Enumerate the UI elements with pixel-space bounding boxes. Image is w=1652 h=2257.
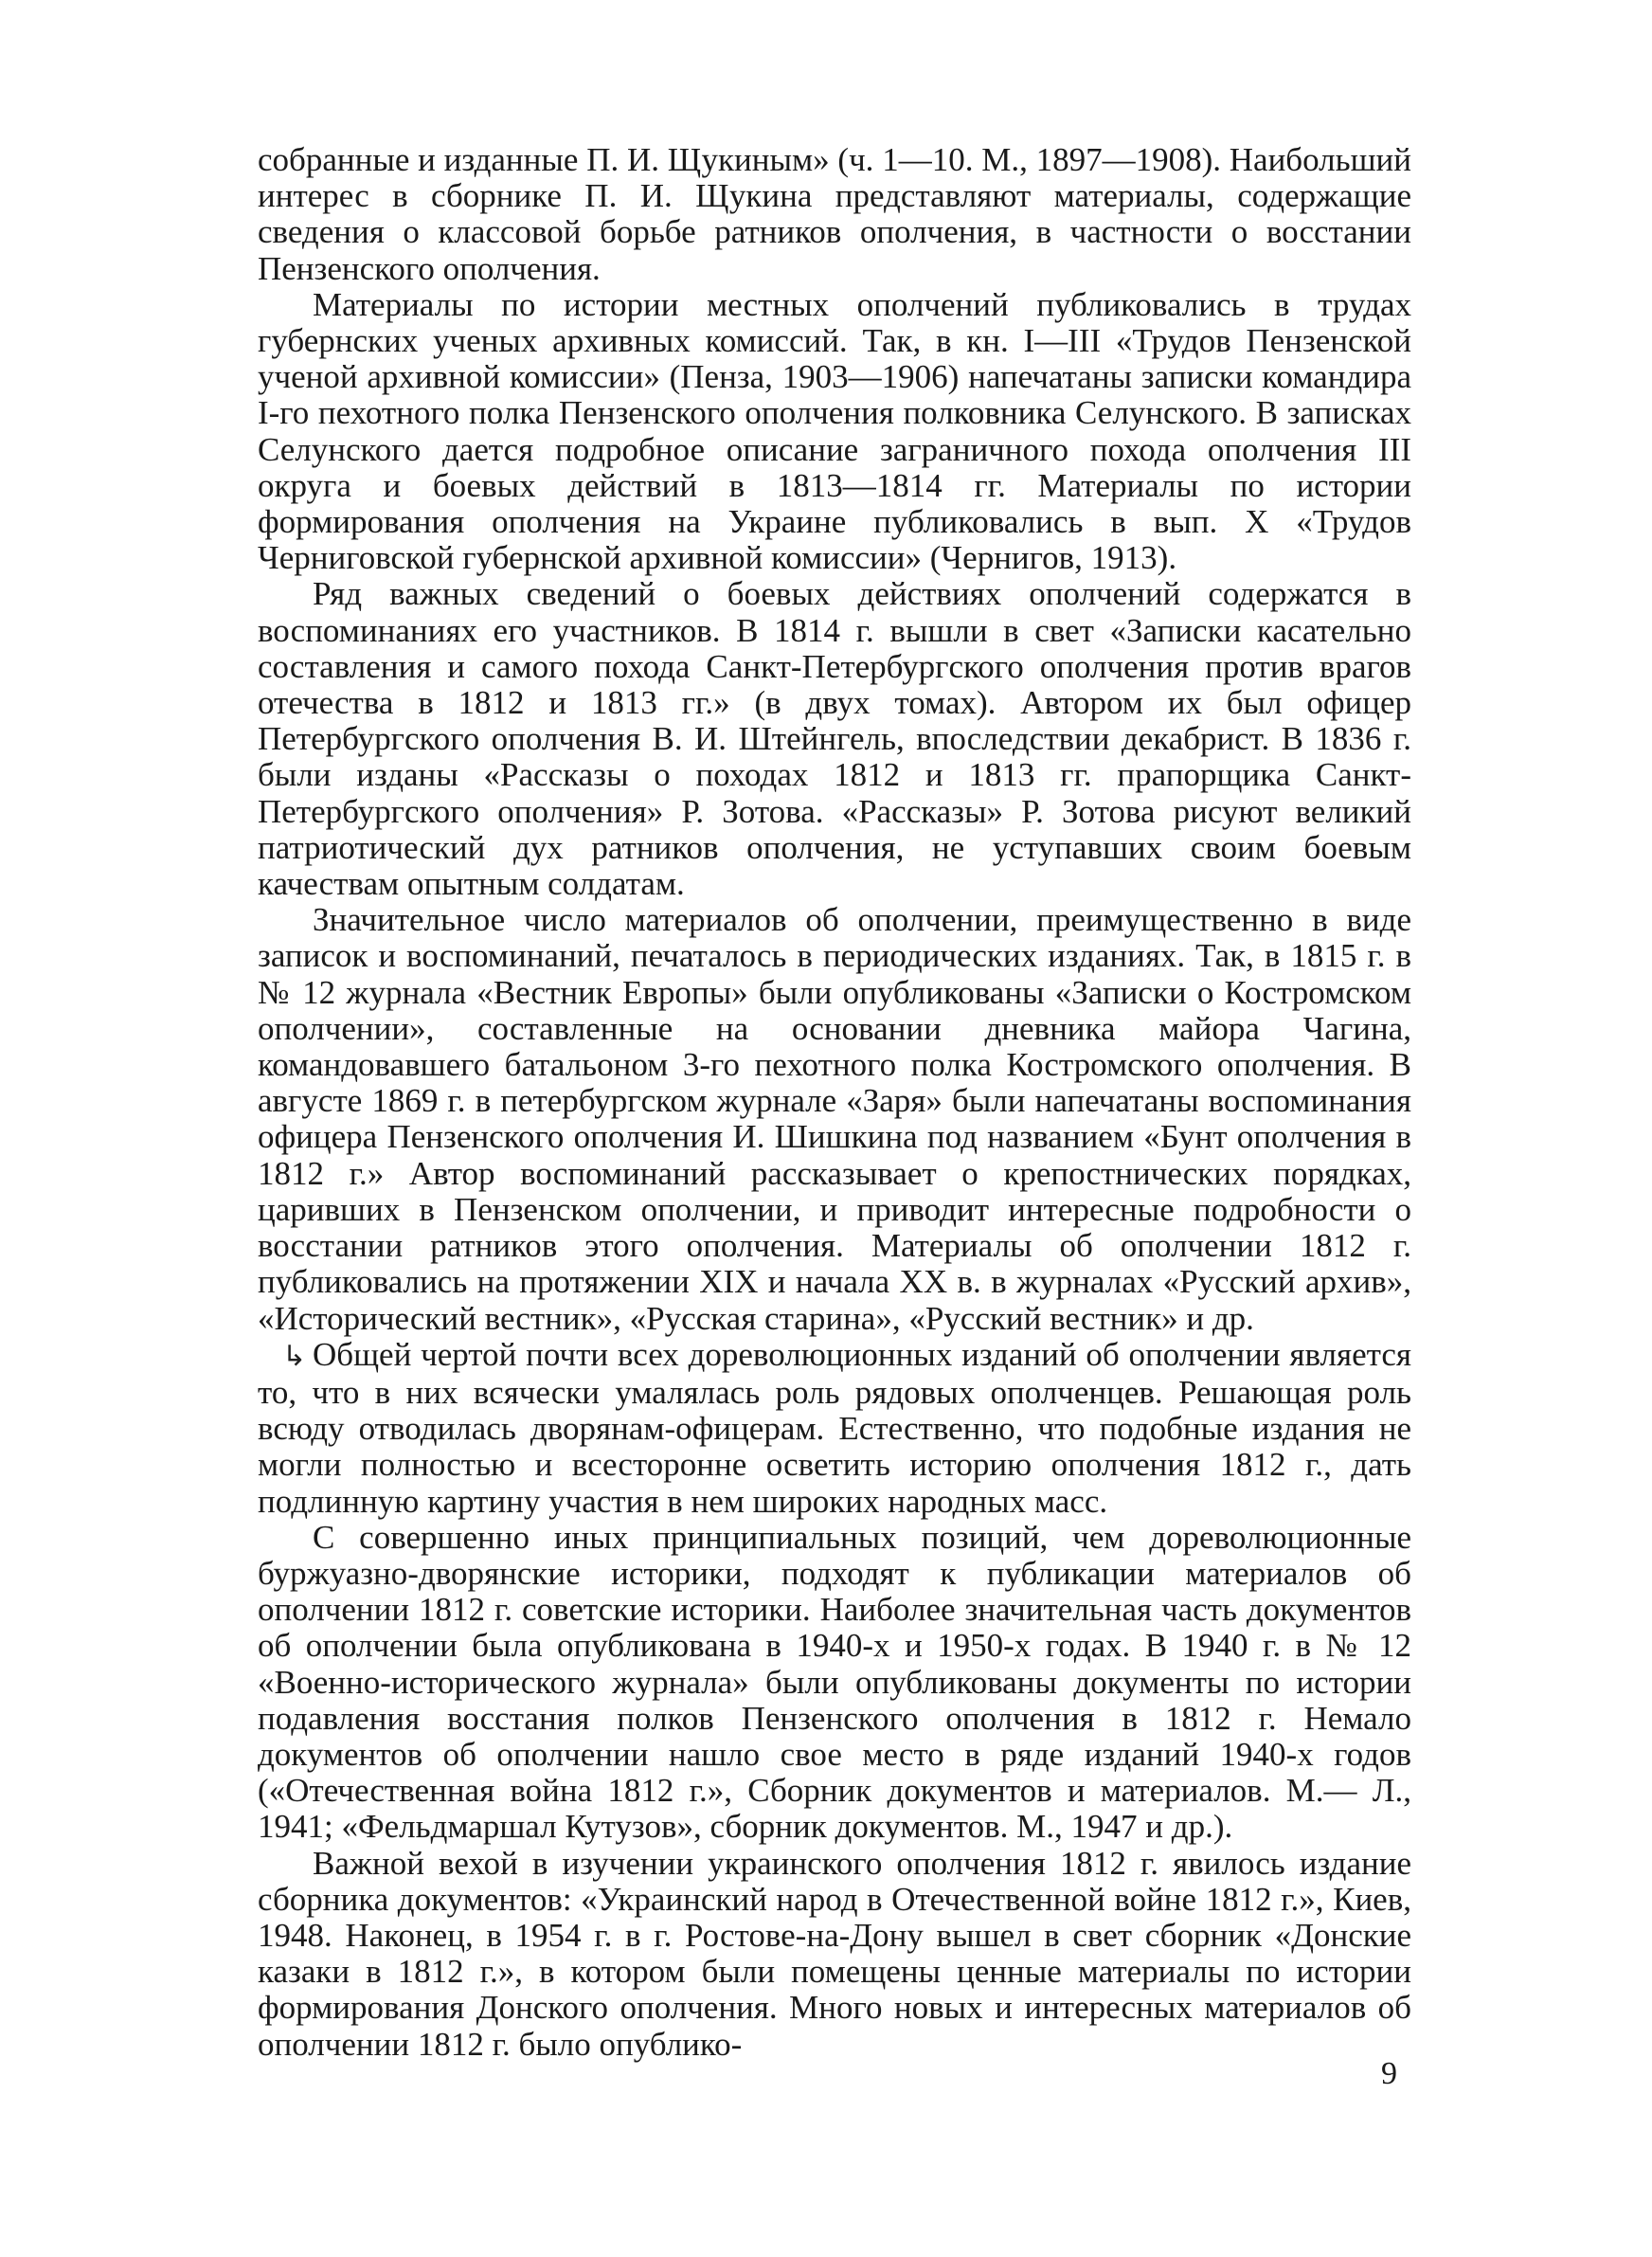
- paragraph-6: С совершенно иных принципиальных позиций, чем дореволюционные буржуазно-дворянские историки, подходят к публикации материалов об ополчении 1812 г. советские историки. Наиболее значительная часть документов об ополчении была опубликована в 1940-х и 1950-х годах. В 1940 г. в № 12 «Военно-исторического журнала» были опубликованы документы по истории подавления восстания полков Пензенского ополчения в 1812 г. Немало документов об ополчении нашло свое место в ряде изданий 1940-х годов («Отечественная война 1812 г.», Сборник документов и материалов. М.— Л., 1941; «Фельдмаршал Кутузов», сборник документов. М., 1947 и др.).: [258, 1518, 1411, 1846]
- paragraph-5-wrapper: [258, 1337, 1411, 1520]
- handwritten-paragraph-mark-icon: ↳: [282, 1339, 307, 1373]
- page-body: [258, 142, 1411, 2063]
- paragraph-7: Важной вехой в изучении украинского ополчения 1812 г. явилось издание сборника документов: «Украинский народ в Отечественной войне 1812 г.», Киев, 1948. Наконец, в 1954 г. в г. Ростове-на-Дону вышел в свет сборник «Донские казаки в 1812 г.», в котором были помещены ценные материалы по истории формирования Донского ополчения. Много новых и интересных материалов об ополчении 1812 г. было опублико-: [258, 1844, 1411, 2063]
- paragraph-2: Материалы по истории местных ополчений публиковались в трудах губернских ученых архивных комиссий. Так, в кн. I—III «Трудов Пензенской ученой архивной комиссии» (Пенза, 1903—1906) напечатаны записки командира I-го пехотного полка Пензенского ополчения полковника Селунского. В записках Селунского дается подробное описание заграничного похода ополчения III округа и боевых действий в 1813—1814 гг. Материалы по истории формирования ополчения на Украине публиковались в вып. X «Трудов Черниговской губернской архивной комиссии» (Чернигов, 1913).: [258, 285, 1411, 577]
- paragraph-1: собранные и изданные П. И. Щукиным» (ч. 1—10. М., 1897—1908). Наибольший интерес в сборнике П. И. Щукина представляют материалы, содержащие сведения о классовой борьбе ратников ополчения, в частности о восстании Пензенского ополчения.: [258, 141, 1411, 287]
- paragraph-3: Ряд важных сведений о боевых действиях ополчений содержатся в воспоминаниях его участников. В 1814 г. вышли в свет «Записки касательно составления и самого похода Санкт-Петербургского ополчения против врагов отечества в 1812 и 1813 гг.» (в двух томах). Автором их был офицер Петербургского ополчения В. И. Штейнгель, впоследствии декабрист. В 1836 г. были изданы «Рассказы о походах 1812 и 1813 гг. прапорщика Санкт-Петербургского ополчения» Р. Зотова. «Рассказы» Р. Зотова рисуют великий патриотический дух ратников ополчения, не уступавших своим боевым качествам опытным солдатам.: [258, 575, 1411, 903]
- paragraph-5: Общей чертой почти всех дореволюционных изданий об ополчении является то, что в них всячески умалялась роль рядовых ополченцев. Решающая роль всюду отводилась дворянам-офицерам. Естественно, что подобные издания не могли полностью и всесторонне осветить историю ополчения 1812 г., дать подлинную картину участия в нем широких народных масс.: [258, 1335, 1411, 1520]
- page-number: 9: [1381, 2056, 1397, 2091]
- paragraph-4: Значительное число материалов об ополчении, преимущественно в виде записок и воспоминаний, печаталось в периодических изданиях. Так, в 1815 г. в № 12 журнала «Вестник Европы» были опубликованы «Записки о Костромском ополчении», составленные на основании дневника майора Чагина, командовавшего батальоном 3-го пехотного полка Костромского ополчения. В августе 1869 г. в петербургском журнале «Заря» были напечатаны воспоминания офицера Пензенского ополчения И. Шишкина под названием «Бунт ополчения в 1812 г.» Автор воспоминаний рассказывает о крепостнических порядках, царивших в Пензенском ополчении, и приводит интересные подробности о восстании ратников этого ополчения. Материалы об ополчении 1812 г. публиковались на протяжении XIX и начала XX в. в журналах «Русский архив», «Исторический вестник», «Русская старина», «Русский вестник» и др.: [258, 901, 1411, 1337]
